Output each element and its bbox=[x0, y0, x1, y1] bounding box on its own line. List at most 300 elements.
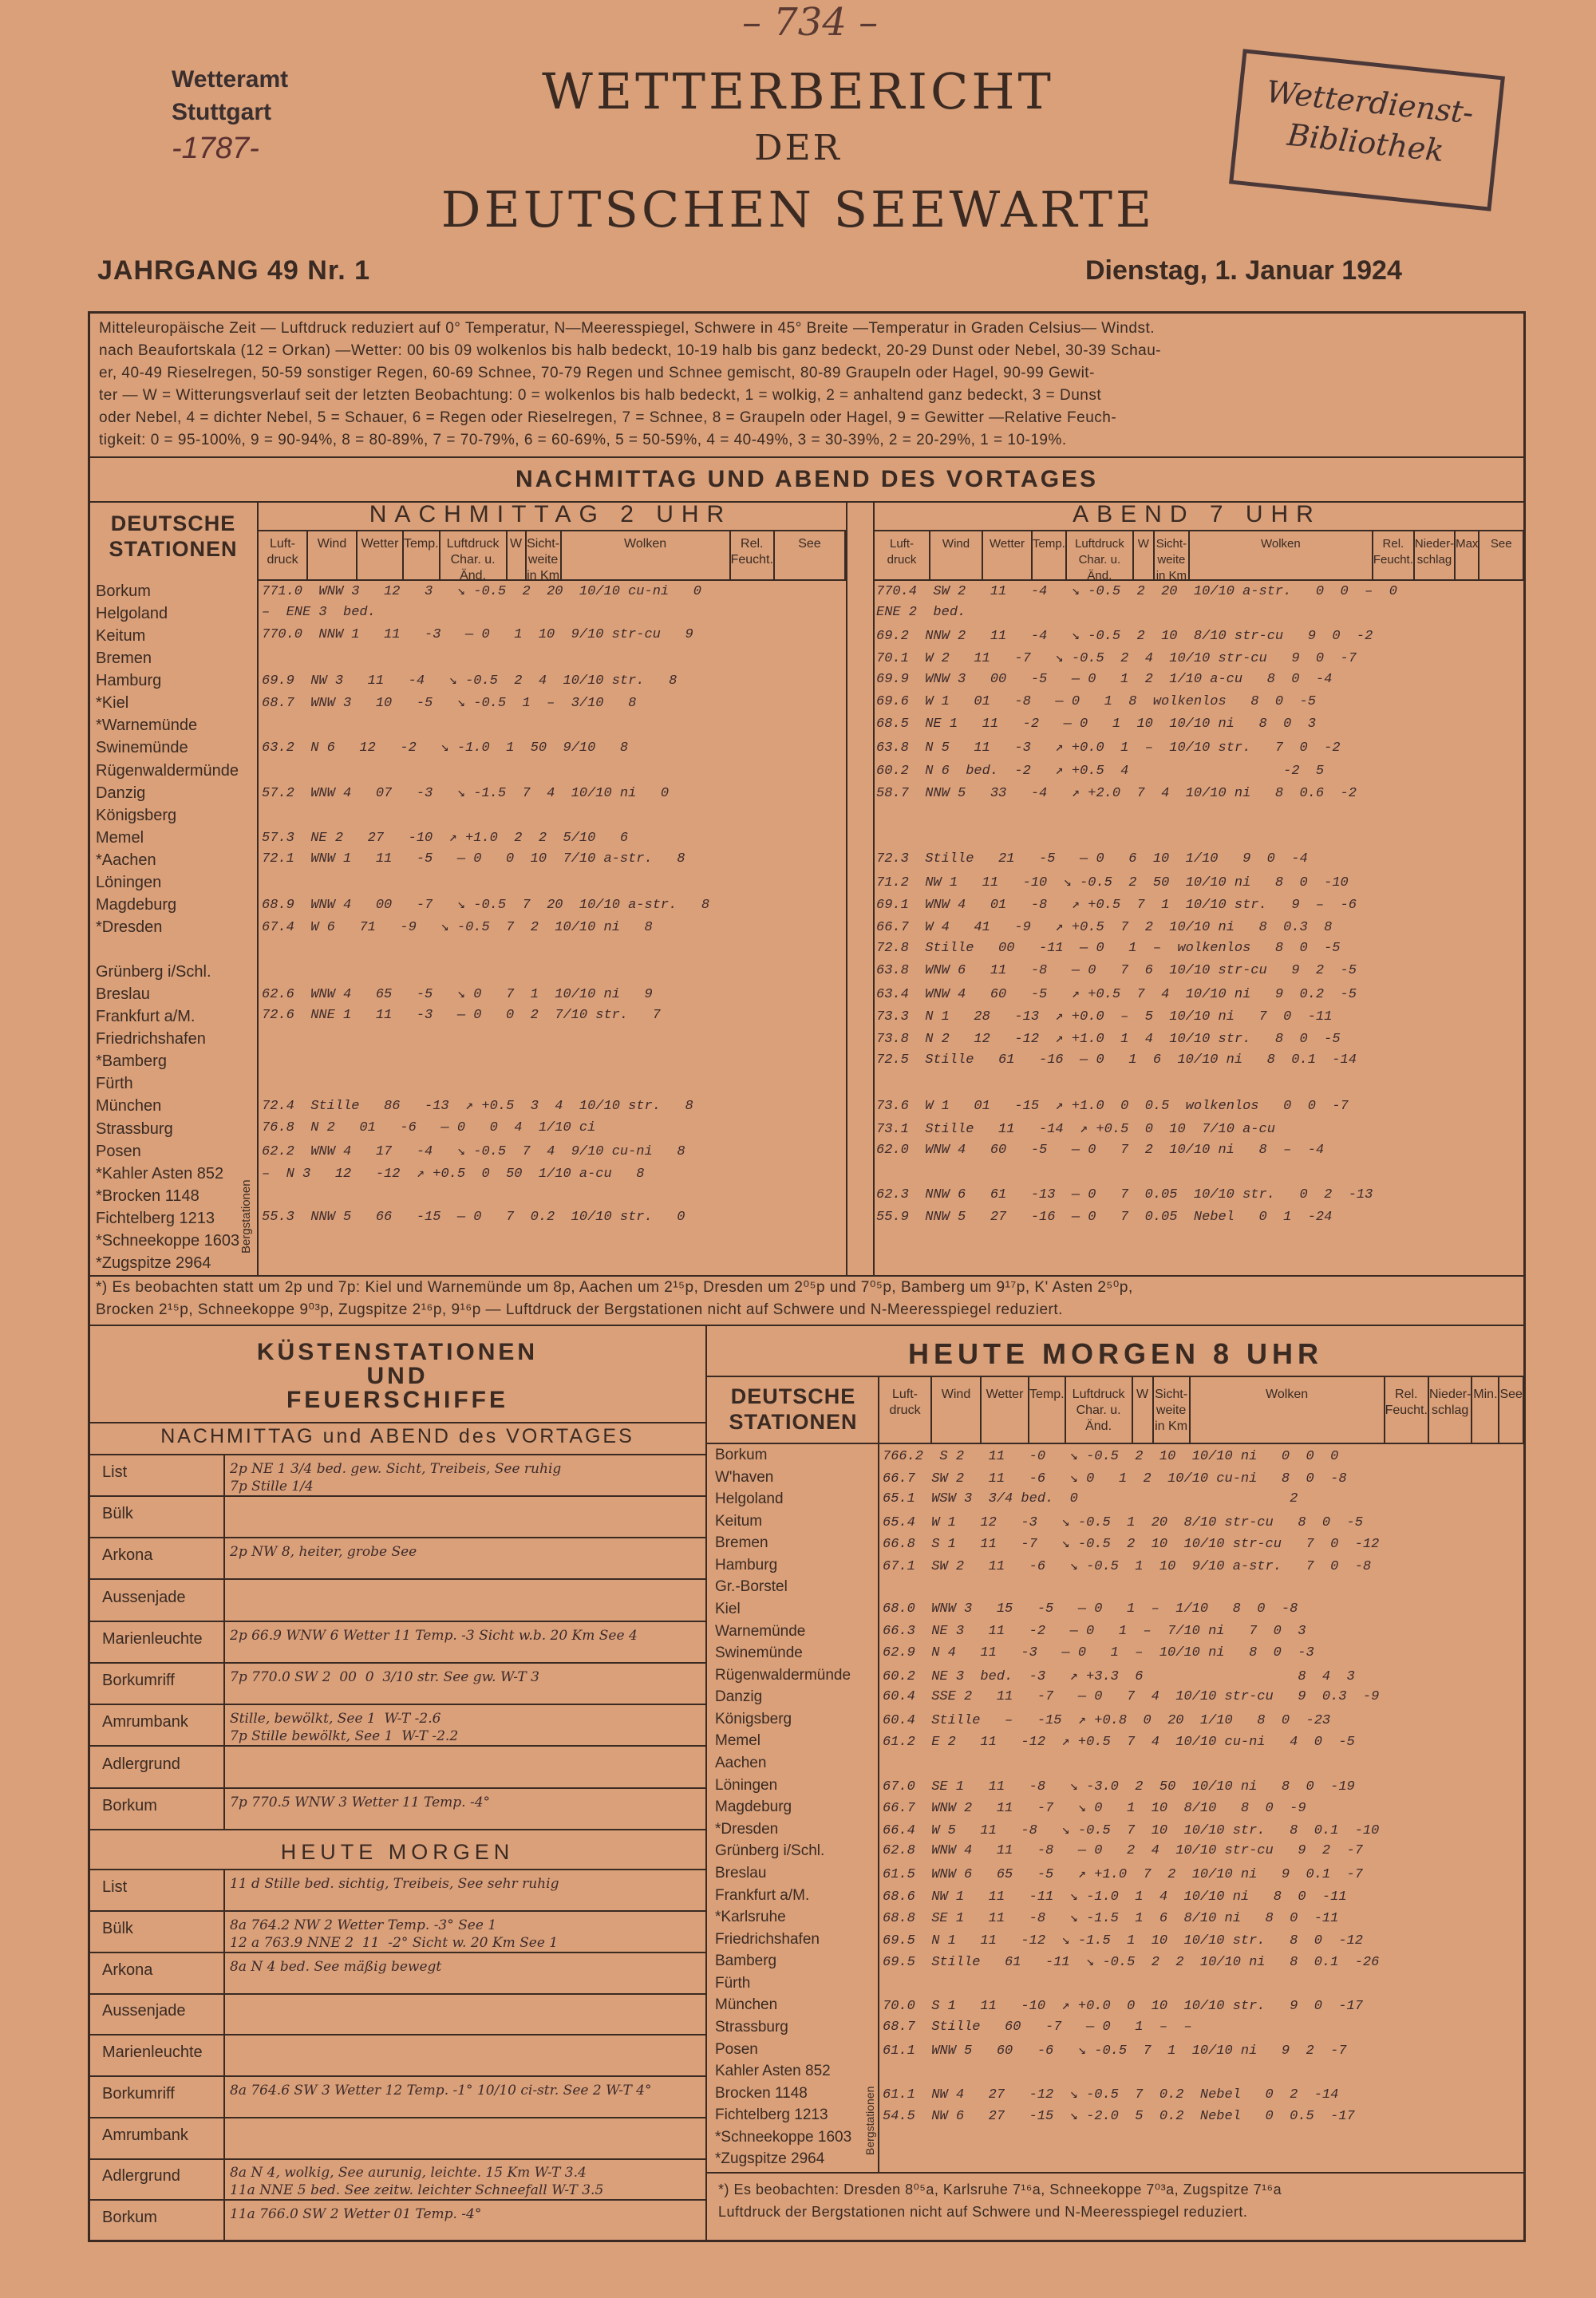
section1-column-header-right bbox=[875, 530, 1524, 581]
section1-stations-header: DEUTSCHE STATIONEN bbox=[109, 511, 238, 561]
table-row bbox=[91, 827, 1523, 850]
table-row bbox=[91, 783, 1523, 805]
coastal-station-name: Marienleuchte bbox=[102, 1630, 203, 1648]
station-name: Danzig bbox=[715, 1688, 763, 1705]
abend-values: 72.8 Stille 00 -11 — 0 1 – wolkenlos 8 0 -5 bbox=[876, 941, 1341, 956]
coastal-station-name: Bülk bbox=[102, 1920, 133, 1937]
station-name: München bbox=[715, 1996, 778, 2013]
issue-date: Dienstag, 1. Januar 1924 bbox=[1085, 255, 1402, 286]
nachmittag-values: 62.6 WNW 4 65 -5 ↘ 0 7 1 10/10 ni 9 bbox=[262, 987, 653, 1002]
coastal-heute-list bbox=[89, 1870, 705, 2242]
station-name: Helgoland bbox=[715, 1491, 784, 1507]
legend-line: ter — W = Witterungsverlauf seit der letzten Beobachtung: 0 = wolkenlos bis halb bedeckt, 1 = wolkig, 2 = anhaltend ganz bedeckt, 3 = Dunst bbox=[99, 387, 1102, 404]
table-row bbox=[709, 1908, 1523, 1930]
table-row bbox=[709, 1644, 1523, 1666]
coastal-row bbox=[89, 1994, 705, 2035]
abend-values: 73.3 N 1 28 -13 ↗ +0.0 – 5 10/10 ni 7 0 -11 bbox=[876, 1009, 1333, 1025]
column-header: Wolken bbox=[1190, 531, 1373, 579]
abend-values: 69.1 WNW 4 01 -8 ↗ +0.5 7 1 10/10 str. 9 – -6 bbox=[876, 898, 1357, 913]
table-row bbox=[709, 1820, 1523, 1842]
morning-values: 66.3 NE 3 11 -2 — 0 1 – 7/10 ni 7 0 3 bbox=[883, 1624, 1306, 1639]
abend-values: 770.4 SW 2 11 -4 ↘ -0.5 2 20 10/10 a-str. 0 0 – 0 bbox=[876, 584, 1397, 599]
table-row bbox=[709, 1974, 1523, 1996]
abend-values: 69.6 W 1 01 -8 — 0 1 8 wolkenlos 8 0 -5 bbox=[876, 694, 1316, 709]
abend-values: ENE 2 bed. bbox=[876, 605, 966, 620]
nachmittag-values: 771.0 WNW 3 12 3 ↘ -0.5 2 20 10/10 cu-ni 0 bbox=[262, 584, 701, 599]
coastal-row bbox=[89, 1747, 705, 1789]
coastal-station-name: Amrumbank bbox=[102, 1713, 188, 1731]
table-row bbox=[91, 715, 1523, 737]
column-header: W bbox=[1134, 531, 1155, 579]
morning-values: 66.7 WNW 2 11 -7 ↘ 0 1 10 8/10 8 0 -9 bbox=[883, 1801, 1306, 1816]
column-header: See bbox=[775, 531, 846, 579]
station-name: *Schneekoppe 1603 bbox=[715, 2129, 852, 2146]
column-header: Sicht- weite in Km bbox=[1155, 531, 1190, 579]
stamp-line1: Wetteramt bbox=[172, 66, 289, 93]
station-name: Bremen bbox=[96, 650, 152, 667]
coastal-sub-vortag: NACHMITTAG und ABEND des VORTAGES bbox=[160, 1425, 634, 1447]
table-row bbox=[709, 1468, 1523, 1491]
table-row bbox=[91, 1029, 1523, 1051]
station-name: *Kiel bbox=[96, 694, 129, 712]
morning-values: 67.0 SE 1 11 -8 ↘ -3.0 2 50 10/10 ni 8 0 -19 bbox=[883, 1779, 1355, 1795]
abend-values: 71.2 NW 1 11 -10 ↘ -0.5 2 50 10/10 ni 8 0 -10 bbox=[876, 875, 1349, 890]
table-row bbox=[709, 1776, 1523, 1799]
coastal-vortag-list bbox=[89, 1455, 705, 1830]
morning-values: 66.7 SW 2 11 -6 ↘ 0 1 2 10/10 cu-ni 8 0 -8 bbox=[883, 1471, 1347, 1487]
morning-values: 68.8 SE 1 11 -8 ↘ -1.5 1 6 8/10 ni 8 0 -11 bbox=[883, 1911, 1339, 1926]
morning-values: 67.1 SW 2 11 -6 ↘ -0.5 1 10 9/10 a-str. 7 0 -8 bbox=[883, 1559, 1372, 1574]
coastal-station-name: Borkumriff bbox=[102, 1672, 175, 1689]
morning-values: 60.4 SSE 2 11 -7 — 0 7 4 10/10 str-cu 9 0.3 -9 bbox=[883, 1689, 1380, 1704]
nachmittag-values: 67.4 W 6 71 -9 ↘ -0.5 7 2 10/10 ni 8 bbox=[262, 920, 653, 935]
station-name: Fürth bbox=[96, 1075, 133, 1092]
station-name: Memel bbox=[715, 1732, 761, 1749]
coastal-observation: Stille, bewölkt, See 1 W-T -2.6 7p Stille bewölkt, See 1 W-T -2.2 bbox=[230, 1711, 459, 1744]
station-name: Borkum bbox=[96, 582, 151, 600]
station-name: Brocken 1148 bbox=[715, 2085, 808, 2102]
coastal-observation: 8a 764.2 NW 2 Wetter Temp. -3° See 1 12 a 763.9 NNE 2 11 -2° Sicht w. 20 Km See 1 bbox=[230, 1917, 559, 1951]
column-header: W bbox=[508, 531, 527, 579]
table-row bbox=[709, 2106, 1523, 2128]
coastal-station-name: Bülk bbox=[102, 1505, 133, 1522]
column-header: Rel. Feucht. bbox=[1385, 1376, 1429, 1443]
station-name: Hamburg bbox=[715, 1557, 778, 1573]
morning-values: 68.6 NW 1 11 -11 ↘ -1.0 1 4 10/10 ni 8 0 -11 bbox=[883, 1889, 1347, 1905]
morning-values: 54.5 NW 6 27 -15 ↘ -2.0 5 0.2 Nebel 0 0.5 -17 bbox=[883, 2109, 1355, 2124]
abend-values: 63.4 WNW 4 60 -5 ↗ +0.5 7 4 10/10 ni 9 0.2 -5 bbox=[876, 987, 1357, 1002]
stamp-bib-line2: Bibliothek bbox=[1286, 117, 1446, 169]
morning-values: 66.8 S 1 11 -7 ↘ -0.5 2 10 10/10 str-cu 7 0 -12 bbox=[883, 1537, 1380, 1552]
coastal-station-name: Borkum bbox=[102, 2209, 157, 2226]
station-name: Keitum bbox=[715, 1513, 763, 1530]
station-name: Friedrichshafen bbox=[96, 1030, 206, 1048]
table-row bbox=[91, 872, 1523, 894]
stamp-number: -1787- bbox=[172, 132, 259, 165]
station-name: Swinemünde bbox=[715, 1645, 803, 1661]
column-header: Nieder- schlag bbox=[1429, 1376, 1472, 1443]
coastal-row bbox=[89, 1538, 705, 1580]
station-name: Bamberg bbox=[715, 1953, 777, 1969]
column-header: Luft- druck bbox=[879, 1376, 932, 1443]
nachmittag-values: – N 3 12 -12 ↗ +0.5 0 50 1/10 a-cu 8 bbox=[262, 1167, 645, 1182]
abend-values: 70.1 W 2 11 -7 ↘ -0.5 2 4 10/10 str-cu 9 0 -7 bbox=[876, 651, 1357, 666]
column-header: Temp. bbox=[404, 531, 440, 579]
nachmittag-values: 57.2 WNW 4 07 -3 ↘ -1.5 7 4 10/10 ni 0 bbox=[262, 786, 670, 801]
coastal-station-name: Borkumriff bbox=[102, 2085, 175, 2103]
station-name: *Brocken 1148 bbox=[96, 1187, 200, 1205]
divider bbox=[705, 1325, 707, 2242]
table-row bbox=[91, 760, 1523, 783]
coastal-row bbox=[89, 1953, 705, 1995]
column-header: Wind bbox=[930, 531, 983, 579]
title-line2: DER bbox=[754, 128, 842, 168]
abend-values: 68.5 NE 1 11 -2 — 0 1 10 10/10 ni 8 0 3 bbox=[876, 717, 1316, 732]
morning-values: 61.2 E 2 11 -12 ↗ +0.5 7 4 10/10 cu-ni 4 0 -5 bbox=[883, 1735, 1355, 1750]
table-row bbox=[91, 1096, 1523, 1118]
coastal-observation: 2p NE 1 3/4 bed. gew. Sicht, Treibeis, See ruhig 7p Stille 1/4 bbox=[230, 1461, 562, 1494]
table-row bbox=[91, 670, 1523, 693]
station-name: Aachen bbox=[715, 1755, 767, 1771]
table-row bbox=[709, 1886, 1523, 1909]
table-row bbox=[91, 1051, 1523, 1073]
morning-values: 68.7 Stille 60 -7 — 0 1 – – bbox=[883, 2020, 1192, 2035]
coastal-observation: 2p NW 8, heiter, grobe See bbox=[230, 1544, 417, 1560]
abend-values: 60.2 N 6 bed. -2 ↗ +0.5 4 -2 5 bbox=[876, 764, 1325, 779]
table-row bbox=[709, 2084, 1523, 2106]
coastal-station-name: Aussenjade bbox=[102, 2002, 186, 2020]
station-name: Frankfurt a/M. bbox=[96, 1008, 196, 1025]
column-header: Wetter bbox=[982, 1376, 1029, 1443]
abend-values: 69.9 WNW 3 00 -5 — 0 1 2 1/10 a-cu 8 0 -4 bbox=[876, 672, 1333, 687]
station-name: *Schneekoppe 1603 bbox=[96, 1232, 240, 1250]
coastal-row bbox=[89, 2035, 705, 2077]
coastal-row bbox=[89, 1622, 705, 1664]
abend-values: 66.7 W 4 41 -9 ↗ +0.5 7 2 10/10 ni 8 0.3 8 bbox=[876, 920, 1333, 935]
coastal-observation: 11a 766.0 SW 2 Wetter 01 Temp. -4° bbox=[230, 2206, 482, 2222]
section1-title: NACHMITTAG UND ABEND DES VORTAGES bbox=[515, 466, 1099, 492]
table-row bbox=[91, 1208, 1523, 1230]
legend-line: oder Nebel, 4 = dichter Nebel, 5 = Schauer, 6 = Regen oder Rieselregen, 7 = Schnee, 8 = Graupeln oder Hagel, 9 = Gewitter —Relative Feuch- bbox=[99, 409, 1117, 426]
abend-values: 62.3 NNW 6 61 -13 — 0 7 0.05 10/10 str. 0 2 -13 bbox=[876, 1187, 1373, 1202]
abend-values: 73.8 N 2 12 -12 ↗ +1.0 1 4 10/10 str. 8 0 -5 bbox=[876, 1032, 1341, 1047]
table-row bbox=[709, 1710, 1523, 1732]
morning-values: 68.0 WNW 3 15 -5 — 0 1 – 1/10 8 0 -8 bbox=[883, 1601, 1298, 1617]
section1-column-header-left bbox=[259, 530, 846, 581]
table-row bbox=[91, 939, 1523, 961]
nachmittag-values: 72.1 WNW 1 11 -5 — 0 0 10 7/10 a-str. 8 bbox=[262, 851, 685, 867]
table-row bbox=[91, 1073, 1523, 1096]
table-row bbox=[709, 1600, 1523, 1622]
legend-line: Mitteleuropäische Zeit — Luftdruck reduziert auf 0° Temperatur, N—Meeresspiegel, Schwere in 45° Breite —Temperatur in Graden Celsius— Windst. bbox=[99, 320, 1155, 337]
divider bbox=[223, 1870, 225, 2242]
station-name: Königsberg bbox=[715, 1711, 792, 1727]
table-row bbox=[709, 1688, 1523, 1710]
station-name: *Zugspitze 2964 bbox=[96, 1254, 211, 1272]
nachmittag-values: – ENE 3 bed. bbox=[262, 605, 376, 620]
column-header: W bbox=[1133, 1376, 1154, 1443]
coastal-observation: 8a 764.6 SW 3 Wetter 12 Temp. -1° 10/10 ci-str. See 2 W-T 4° bbox=[230, 2083, 652, 2099]
coastal-observation: 11 d Stille bed. sichtig, Treibeis, See sehr ruhig bbox=[230, 1876, 559, 1892]
nachmittag-values: 72.6 NNE 1 11 -3 — 0 0 2 7/10 str. 7 bbox=[262, 1008, 661, 1023]
coastal-title: KÜSTENSTATIONEN UND FEUERSCHIFFE bbox=[256, 1339, 539, 1413]
stamp-line2: Stuttgart bbox=[172, 98, 271, 125]
station-name: Posen bbox=[96, 1143, 141, 1160]
station-name: Löningen bbox=[715, 1777, 778, 1794]
station-name: Rügenwaldermünde bbox=[715, 1667, 851, 1684]
station-name: Memel bbox=[96, 829, 144, 847]
nachmittag-values: 68.7 WNW 3 10 -5 ↘ -0.5 1 – 3/10 8 bbox=[262, 696, 637, 711]
table-row bbox=[91, 1230, 1523, 1253]
table-row bbox=[709, 1446, 1523, 1468]
section1-table bbox=[91, 581, 1523, 1275]
table-row bbox=[709, 1731, 1523, 1754]
station-name: Posen bbox=[715, 2041, 758, 2058]
table-row bbox=[91, 693, 1523, 715]
coastal-station-name: List bbox=[102, 1878, 128, 1896]
coastal-row bbox=[89, 1789, 705, 1830]
column-header: Wind bbox=[308, 531, 358, 579]
abend-values: 73.1 Stille 11 -14 ↗ +0.5 0 10 7/10 a-cu bbox=[876, 1122, 1275, 1137]
coastal-station-name: Aussenjade bbox=[102, 1589, 186, 1606]
station-name: Borkum bbox=[715, 1447, 768, 1463]
station-name: Warnemünde bbox=[715, 1623, 806, 1640]
table-row bbox=[91, 648, 1523, 670]
station-name: Grünberg i/Schl. bbox=[96, 963, 211, 981]
divider bbox=[89, 1422, 705, 1423]
section2-stations-header: DEUTSCHE STATIONEN bbox=[729, 1384, 858, 1434]
stamp-bib-line1: Wetterdienst- bbox=[1264, 73, 1476, 131]
column-header: Nieder- schlag bbox=[1415, 531, 1456, 579]
divider bbox=[88, 1325, 1526, 1326]
morning-values: 69.5 Stille 61 -11 ↘ -0.5 2 2 10/10 ni 8 0.1 -26 bbox=[883, 1955, 1380, 1970]
station-name: Keitum bbox=[96, 627, 146, 645]
station-name: Gr.-Borstel bbox=[715, 1578, 788, 1595]
page-number: – 734 – bbox=[742, 0, 879, 45]
column-header: Sicht- weite in Km bbox=[527, 531, 562, 579]
nachmittag-values: 63.2 N 6 12 -2 ↘ -1.0 1 50 9/10 8 bbox=[262, 740, 629, 756]
column-header: See bbox=[1499, 1376, 1524, 1443]
column-header: Luft- druck bbox=[875, 531, 930, 579]
station-name: *Karlsruhe bbox=[715, 1909, 786, 1925]
abend-values: 69.2 NNW 2 11 -4 ↘ -0.5 2 10 8/10 str-cu 9 0 -2 bbox=[876, 629, 1373, 644]
coastal-row bbox=[89, 1870, 705, 1912]
table-row bbox=[709, 1930, 1523, 1953]
station-name: *Zugspitze 2964 bbox=[715, 2150, 825, 2167]
table-row bbox=[91, 603, 1523, 626]
column-header: Luftdruck Char. u. Änd. bbox=[1066, 1376, 1133, 1443]
table-row bbox=[709, 2128, 1523, 2150]
table-row bbox=[91, 1006, 1523, 1029]
table-row bbox=[709, 1534, 1523, 1556]
table-row bbox=[709, 1556, 1523, 1578]
divider bbox=[707, 2172, 1524, 2174]
column-header: Luft- druck bbox=[259, 531, 308, 579]
bergstationen-label-1: Bergstationen bbox=[239, 1179, 253, 1254]
section2-title: HEUTE MORGEN 8 UHR bbox=[907, 1337, 1324, 1370]
divider bbox=[223, 1455, 225, 1830]
morning-values: 60.4 Stille – -15 ↗ +0.8 0 20 1/10 8 0 -23 bbox=[883, 1713, 1331, 1728]
coastal-observation: 7p 770.0 SW 2 00 0 3/10 str. See gw. W-T 3 bbox=[230, 1669, 539, 1685]
table-row bbox=[91, 1163, 1523, 1186]
station-name: Fichtelberg 1213 bbox=[96, 1210, 215, 1227]
coastal-row bbox=[89, 2077, 705, 2118]
station-name: Rügenwaldermünde bbox=[96, 762, 239, 780]
coastal-row bbox=[89, 1581, 705, 1622]
section2-table bbox=[709, 1446, 1523, 2172]
nachmittag-values: 62.2 WNW 4 17 -4 ↘ -0.5 7 4 9/10 cu-ni 8 bbox=[262, 1144, 685, 1159]
nachmittag-values: 72.4 Stille 86 -13 ↗ +0.5 3 4 10/10 str. 8 bbox=[262, 1099, 693, 1114]
station-name: Swinemünde bbox=[96, 739, 188, 756]
station-name: Löningen bbox=[96, 874, 162, 891]
abend-header: ABEND 7 UHR bbox=[1073, 501, 1321, 527]
nachmittag-values: 55.3 NNW 5 66 -15 — 0 7 0.2 10/10 str. 0 bbox=[262, 1210, 685, 1225]
nachmittag-values: 69.9 NW 3 11 -4 ↘ -0.5 2 4 10/10 str. 8 bbox=[262, 673, 678, 689]
column-header: Luftdruck Char. u. Änd. bbox=[1067, 531, 1134, 579]
station-name: Fichtelberg 1213 bbox=[715, 2106, 828, 2123]
coastal-row bbox=[89, 1455, 705, 1497]
column-header: Temp. bbox=[1029, 1376, 1066, 1443]
station-name: Bremen bbox=[715, 1534, 768, 1551]
station-name: Hamburg bbox=[96, 672, 162, 689]
abend-values: 55.9 NNW 5 27 -16 — 0 7 0.05 Nebel 0 1 -24 bbox=[876, 1210, 1333, 1225]
coastal-station-name: Marienleuchte bbox=[102, 2043, 203, 2061]
column-header: Luftdruck Char. u. Änd. bbox=[440, 531, 508, 579]
coastal-observation: 7p 770.5 WNW 3 Wetter 11 Temp. -4° bbox=[230, 1795, 491, 1810]
station-name: Magdeburg bbox=[96, 896, 177, 914]
coastal-station-name: Arkona bbox=[102, 1961, 153, 1979]
table-row bbox=[709, 1490, 1523, 1512]
coastal-row bbox=[89, 1664, 705, 1705]
table-row bbox=[709, 1622, 1523, 1645]
table-row bbox=[91, 961, 1523, 984]
legend-line: er, 40-49 Rieselregen, 50-59 sonstiger Regen, 60-69 Schnee, 70-79 Regen und Schnee gemischt, 80-89 Graupeln oder Hagel, 90-99 Gewit- bbox=[99, 365, 1095, 381]
table-row bbox=[709, 1996, 1523, 2018]
station-name: Breslau bbox=[96, 985, 150, 1003]
column-header: Sicht- weite in Km bbox=[1154, 1376, 1191, 1443]
section1-footnote: *) Es beobachten statt um 2p und 7p: Kiel und Warnemünde um 8p, Aachen um 2¹⁵p, Dresden um 2⁰⁵p und 7⁰⁵p, Bamberg um 9¹⁷p, K' Asten 2⁵⁰p, Brocken 2¹⁵p, Schneekoppe 9⁰³p, Zugspitze 2¹⁶p, 9¹⁶p — Luftdruck der Bergstationen nicht auf Schwere und N-Meeresspiegel reduziert. bbox=[96, 1279, 1133, 1318]
column-header: Wind bbox=[932, 1376, 982, 1443]
abend-values: 63.8 N 5 11 -3 ↗ +0.0 1 – 10/10 str. 7 0 -2 bbox=[876, 740, 1341, 756]
station-name: Magdeburg bbox=[715, 1799, 792, 1815]
station-name: Strassburg bbox=[96, 1120, 173, 1138]
table-row bbox=[91, 805, 1523, 827]
divider bbox=[88, 456, 1526, 458]
column-header: Wetter bbox=[983, 531, 1033, 579]
station-name: *Bamberg bbox=[96, 1052, 167, 1070]
table-row bbox=[709, 1666, 1523, 1688]
station-name: Breslau bbox=[715, 1865, 767, 1881]
table-row bbox=[709, 1864, 1523, 1886]
table-row bbox=[709, 2150, 1523, 2172]
coastal-row bbox=[89, 1705, 705, 1747]
coastal-station-name: Adlergrund bbox=[102, 2167, 180, 2185]
nachmittag-values: 770.0 NNW 1 11 -3 — 0 1 10 9/10 str-cu 9 bbox=[262, 627, 693, 642]
nachmittag-values: 68.9 WNW 4 00 -7 ↘ -0.5 7 20 10/10 a-str. 8 bbox=[262, 898, 710, 913]
morning-values: 65.4 W 1 12 -3 ↘ -0.5 1 20 8/10 str-cu 8 0 -5 bbox=[883, 1515, 1363, 1530]
table-row bbox=[91, 737, 1523, 760]
table-row bbox=[709, 1512, 1523, 1534]
station-name: *Warnemünde bbox=[96, 717, 198, 734]
abend-values: 73.6 W 1 01 -15 ↗ +1.0 0 0.5 wolkenlos 0 0 -7 bbox=[876, 1099, 1349, 1114]
column-header: Wolken bbox=[1191, 1376, 1385, 1443]
nachmittag-values: 57.3 NE 2 27 -10 ↗ +1.0 2 2 5/10 6 bbox=[262, 831, 629, 846]
jahrgang: JAHRGANG 49 Nr. 1 bbox=[97, 255, 370, 286]
station-name: *Dresden bbox=[96, 918, 163, 936]
column-header: Temp. bbox=[1033, 531, 1067, 579]
column-header: Max bbox=[1456, 531, 1479, 579]
abend-values: 63.8 WNW 6 11 -8 — 0 7 6 10/10 str-cu 9 2 -5 bbox=[876, 963, 1357, 978]
morning-values: 65.1 WSW 3 3/4 bed. 0 2 bbox=[883, 1491, 1298, 1506]
table-row bbox=[709, 1754, 1523, 1776]
abend-values: 72.3 Stille 21 -5 — 0 6 10 1/10 9 0 -4 bbox=[876, 851, 1308, 867]
table-row bbox=[91, 917, 1523, 939]
table-row bbox=[709, 2018, 1523, 2040]
station-name: Danzig bbox=[96, 784, 146, 802]
station-name: Fürth bbox=[715, 1975, 751, 1992]
coastal-station-name: Amrumbank bbox=[102, 2126, 188, 2144]
table-row bbox=[91, 1141, 1523, 1163]
station-name: München bbox=[96, 1097, 162, 1115]
table-row bbox=[709, 2062, 1523, 2084]
morning-values: 69.5 N 1 11 -12 ↘ -1.5 1 10 10/10 str. 8 0 -12 bbox=[883, 1933, 1363, 1949]
nachmittag-values: 76.8 N 2 01 -6 — 0 0 4 1/10 ci bbox=[262, 1120, 596, 1135]
abend-values: 62.0 WNW 4 60 -5 — 0 7 2 10/10 ni 8 – -4 bbox=[876, 1143, 1325, 1158]
legend bbox=[99, 318, 1519, 452]
column-header: Wetter bbox=[358, 531, 404, 579]
coastal-observation: 8a N 4 bed. See mäßig bewegt bbox=[230, 1959, 442, 1975]
coastal-row bbox=[89, 1912, 705, 1953]
coastal-sub-heute: HEUTE MORGEN bbox=[280, 1840, 515, 1864]
morning-values: 62.9 N 4 11 -3 — 0 1 – 10/10 ni 8 0 -3 bbox=[883, 1645, 1314, 1660]
title-line1: WETTERBERICHT bbox=[542, 62, 1054, 120]
station-name: Friedrichshafen bbox=[715, 1931, 820, 1948]
morning-values: 61.5 WNW 6 65 -5 ↗ +1.0 7 2 10/10 ni 9 0.1 -7 bbox=[883, 1867, 1363, 1882]
station-name: Helgoland bbox=[96, 605, 168, 622]
legend-line: tigkeit: 0 = 95-100%, 9 = 90-94%, 8 = 80-89%, 7 = 70-79%, 6 = 60-69%, 5 = 50-59%, 4 = 40-49%, 3 = 30-39%, 2 = 20-29%, 1 = 10-19%. bbox=[99, 432, 1067, 448]
coastal-row bbox=[89, 2159, 705, 2201]
nachmittag-header: NACHMITTAG 2 UHR bbox=[369, 501, 733, 527]
coastal-station-name: Arkona bbox=[102, 1546, 153, 1564]
abend-values: 58.7 NNW 5 33 -4 ↗ +2.0 7 4 10/10 ni 8 0.6 -2 bbox=[876, 786, 1357, 801]
coastal-station-name: Adlergrund bbox=[102, 1755, 180, 1773]
table-row bbox=[709, 1798, 1523, 1820]
morning-values: 61.1 WNW 5 60 -6 ↘ -0.5 7 1 10/10 ni 9 2 -7 bbox=[883, 2043, 1347, 2059]
table-row bbox=[91, 1119, 1523, 1141]
morning-values: 70.0 S 1 11 -10 ↗ +0.0 0 10 10/10 str. 9 0 -17 bbox=[883, 1999, 1363, 2014]
morning-values: 766.2 S 2 11 -0 ↘ -0.5 2 10 10/10 ni 0 0 0 bbox=[883, 1449, 1339, 1464]
coastal-row bbox=[89, 2201, 705, 2242]
station-name: Frankfurt a/M. bbox=[715, 1887, 810, 1904]
title-line3: DEUTSCHEN SEEWARTE bbox=[440, 180, 1156, 239]
legend-line: nach Beaufortskala (12 = Orkan) —Wetter: 00 bis 09 wolkenlos bis halb bedeckt, 10-19 halb bis ganz bedeckt, 20-29 Dunst oder Nebel, 30-39 Schau- bbox=[99, 342, 1162, 359]
coastal-observation: 8a N 4, wolkig, See aurunig, leichte. 15 Km W-T 3.4 11a NNE 5 bed. See zeitw. leichter Schneefall W-T 3.5 bbox=[230, 2165, 604, 2198]
station-name: Kiel bbox=[715, 1601, 741, 1617]
table-row bbox=[91, 581, 1523, 603]
morning-values: 60.2 NE 3 bed. -3 ↗ +3.3 6 8 4 3 bbox=[883, 1669, 1355, 1684]
coastal-observation: 2p 66.9 WNW 6 Wetter 11 Temp. -3 Sicht w.b. 20 Km See 4 bbox=[230, 1628, 638, 1644]
section2-footnote: *) Es beobachten: Dresden 8⁰⁵a, Karlsruhe 7¹⁶a, Schneekoppe 7⁰³a, Zugspitze 7¹⁶a Luftdruck der Bergstationen nicht auf Schwere und N-Meeresspiegel reduziert. bbox=[718, 2182, 1282, 2220]
column-header: Wolken bbox=[562, 531, 731, 579]
bergstationen-label-2: Bergstationen bbox=[863, 2086, 876, 2156]
table-row bbox=[91, 1253, 1523, 1275]
section2-column-header bbox=[879, 1376, 1524, 1444]
column-header: Min. bbox=[1472, 1376, 1499, 1443]
coastal-station-name: List bbox=[102, 1463, 128, 1481]
table-row bbox=[91, 626, 1523, 648]
coastal-row bbox=[89, 1497, 705, 1538]
morning-values: 61.1 NW 4 27 -12 ↘ -0.5 7 0.2 Nebel 0 2 -14 bbox=[883, 2087, 1339, 2103]
